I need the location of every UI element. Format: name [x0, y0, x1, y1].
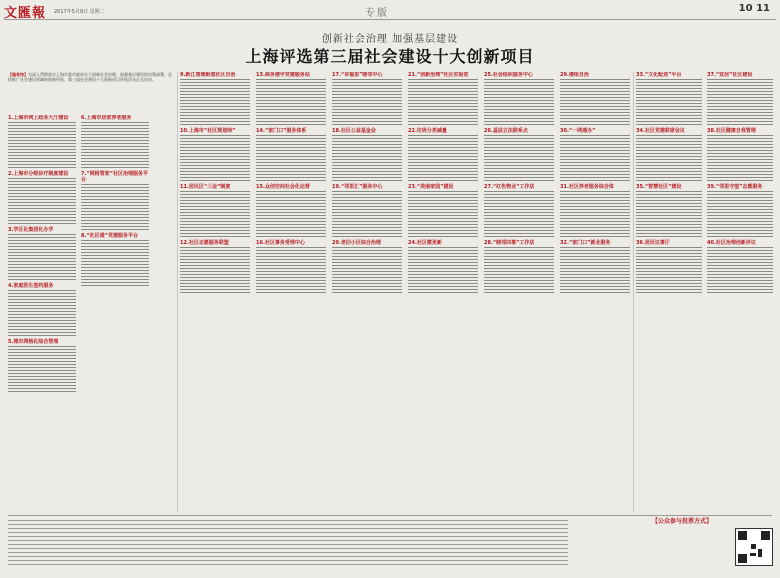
body-text [484, 135, 554, 181]
body-text [180, 79, 250, 125]
project-title: 17.“幸福里”睦邻中心 [332, 72, 383, 78]
page-subtitle: 创新社会治理 加强基层建设 [321, 34, 459, 45]
project-title: 23.“美丽家园”建设 [408, 184, 454, 190]
project-title: 28.“睦邻四事”工作法 [484, 240, 535, 246]
project-title: 16.社区事务受理中心 [256, 240, 305, 246]
project-title: 33.“文化配送”平台 [636, 72, 682, 78]
project-item [256, 240, 326, 293]
body-text [636, 191, 702, 237]
body-text [484, 79, 554, 125]
project-item [256, 72, 326, 125]
project-title: 34.社区党建联席会议 [636, 128, 685, 134]
project-title: 7.“网格管家”社区治理服务平台 [81, 171, 148, 183]
column-divider [177, 72, 178, 512]
body-text [81, 122, 149, 168]
editor-note [8, 72, 174, 82]
body-text [180, 247, 250, 293]
project-title: 31.社区养老服务综合体 [560, 184, 614, 190]
project-title: 4.家庭医生签约服务 [8, 283, 54, 289]
article-column [408, 72, 478, 507]
body-text [8, 346, 76, 392]
body-text [332, 79, 402, 125]
masthead-rule [4, 19, 776, 20]
project-title: 9.新江湾城街道社区自治 [180, 72, 236, 78]
project-title: 32.“家门口”就业服务 [560, 240, 611, 246]
project-item [332, 72, 402, 125]
body-text [81, 184, 149, 230]
article-column [8, 115, 76, 507]
newspaper-logo: 文匯報 [4, 6, 47, 21]
project-item [81, 115, 149, 168]
project-title: 13.商务楼宇党建服务站 [256, 72, 310, 78]
body-text [707, 191, 773, 237]
body-text [180, 135, 250, 181]
body-text [332, 135, 402, 181]
project-item [180, 240, 250, 293]
body-text [484, 247, 554, 293]
body-text [560, 191, 630, 237]
project-item [560, 184, 630, 237]
project-item [332, 128, 402, 181]
project-item [408, 128, 478, 181]
body-text [484, 191, 554, 237]
project-title: 12.社区志愿服务联盟 [180, 240, 229, 246]
body-text [180, 191, 250, 237]
project-item [560, 72, 630, 125]
project-title: 1.上海市网上政务大厅建设 [8, 115, 69, 121]
project-item [8, 115, 76, 168]
project-item [484, 240, 554, 293]
project-item [8, 339, 76, 392]
project-item [560, 240, 630, 293]
project-item [180, 184, 250, 237]
project-item [180, 72, 250, 125]
body-text [8, 122, 76, 168]
body-text [707, 247, 773, 293]
project-item [636, 72, 702, 125]
project-item [332, 240, 402, 293]
editor-note-lead: 【编者按】 [8, 72, 28, 77]
project-title: 37.“宜居”社区建设 [707, 72, 753, 78]
project-item [707, 184, 773, 237]
body-text [636, 135, 702, 181]
project-item [707, 240, 773, 293]
project-item [408, 72, 478, 125]
article-column [180, 72, 250, 507]
project-title: 11.居民区“三会”制度 [180, 184, 231, 190]
masthead [0, 0, 780, 20]
project-title: 21.“创新治理”社区实验室 [408, 72, 469, 78]
project-item [408, 240, 478, 293]
body-text [256, 135, 326, 181]
body-text [560, 247, 630, 293]
body-text [636, 247, 702, 293]
project-title: 40.社区治理创新评议 [707, 240, 756, 246]
project-title: 27.“红色物业”工作法 [484, 184, 535, 190]
project-item [8, 283, 76, 336]
project-title: 18.社区公益基金会 [332, 128, 376, 134]
project-title: 6.上海市居家养老服务 [81, 115, 132, 121]
project-item [636, 240, 702, 293]
project-item [256, 128, 326, 181]
article-column [256, 72, 326, 507]
project-title: 5.城市网格化综合管理 [8, 339, 59, 345]
body-text [332, 191, 402, 237]
page-headline: 上海评选第三届社会建设十大创新项目 [245, 47, 535, 66]
body-text [8, 178, 76, 224]
project-item [560, 128, 630, 181]
body-text [560, 79, 630, 125]
body-text [707, 135, 773, 181]
article-column [636, 72, 702, 507]
body-text [81, 240, 149, 286]
article-column [560, 72, 630, 507]
body-text [408, 135, 478, 181]
body-text [8, 290, 76, 336]
project-title: 20.老旧小区综合治理 [332, 240, 381, 246]
qr-code-icon[interactable] [735, 528, 773, 566]
body-text [8, 234, 76, 280]
body-text [707, 79, 773, 125]
project-item [81, 171, 149, 230]
project-item [636, 128, 702, 181]
editor-note-text: 为深入贯彻落实上海市委市政府关于创新社会治理、加强基层建设的决策部署，总结推广社会建设领域的创新经验，第三届社会建设十大创新项目评选活动正式启动。 [8, 72, 172, 83]
article-column [484, 72, 554, 507]
project-item [332, 184, 402, 237]
project-title: 36.居民议事厅 [636, 240, 670, 246]
project-title: 38.社区健康自我管理 [707, 128, 756, 134]
article-column [707, 72, 773, 507]
body-text [256, 247, 326, 293]
project-item [484, 128, 554, 181]
body-text [332, 247, 402, 293]
project-title: 29.楼组自治 [560, 72, 589, 78]
project-title: 8.“社区通”党建服务平台 [81, 233, 138, 239]
project-title: 30.“一网通办” [560, 128, 596, 134]
project-item [484, 184, 554, 237]
project-item [707, 72, 773, 125]
body-text [636, 79, 702, 125]
body-text [256, 191, 326, 237]
section-label: 专版 [365, 8, 389, 19]
project-title: 25.社会组织服务中心 [484, 72, 533, 78]
project-title: 19.“邻里汇”服务中心 [332, 184, 383, 190]
project-title: 24.社区微更新 [408, 240, 442, 246]
project-item [256, 184, 326, 237]
project-title: 3.学区化集团化办学 [8, 227, 54, 233]
page-numbers: 10 11 [738, 3, 770, 14]
project-title: 26.基层立法联系点 [484, 128, 528, 134]
project-title: 15.众创空间社会化运营 [256, 184, 310, 190]
project-item [484, 72, 554, 125]
project-item [81, 233, 149, 286]
column-divider [633, 72, 634, 512]
project-item [180, 128, 250, 181]
body-text [256, 79, 326, 125]
vote-method-caption: 【公众参与投票方式】 [652, 518, 713, 525]
article-column [332, 72, 402, 507]
project-item [8, 171, 76, 224]
article-column [81, 115, 149, 507]
project-item [636, 184, 702, 237]
project-title: 10.上海市“社区规划师” [180, 128, 236, 134]
project-title: 35.“智慧社区”建设 [636, 184, 682, 190]
project-title: 39.“邻里守望”志愿服务 [707, 184, 763, 190]
project-title: 14.“家门口”服务体系 [256, 128, 307, 134]
issue-date: 2017年5月9日 星期二 [54, 9, 105, 15]
project-item [707, 128, 773, 181]
footer-text-block [8, 520, 568, 568]
body-text [408, 191, 478, 237]
project-title: 2.上海市分级诊疗制度建设 [8, 171, 69, 177]
project-title: 22.垃圾分类减量 [408, 128, 447, 134]
project-item [408, 184, 478, 237]
body-text [408, 79, 478, 125]
body-text [560, 135, 630, 181]
project-item [8, 227, 76, 280]
body-text [408, 247, 478, 293]
